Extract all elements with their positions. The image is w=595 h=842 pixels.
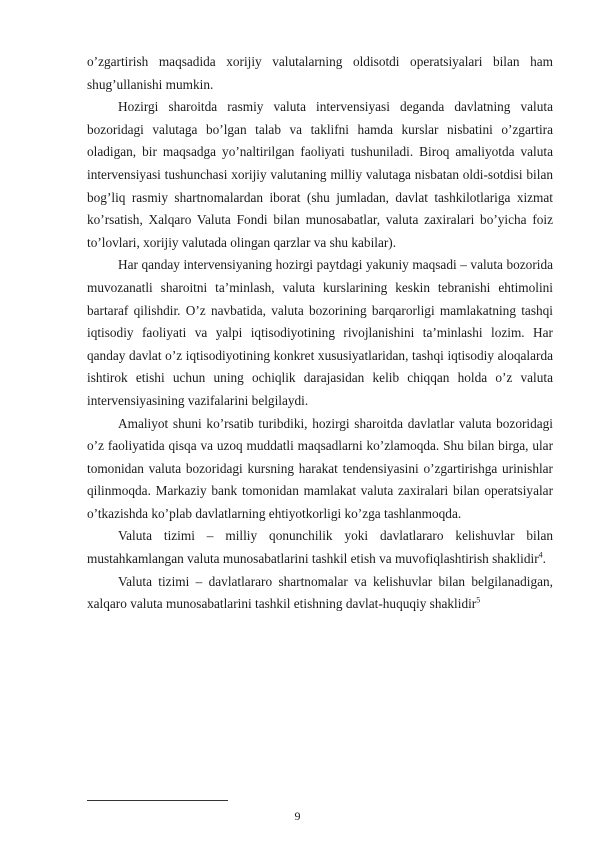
body-text [87, 51, 553, 616]
paragraph-text: Valuta tizimi – milliy qonunchilik yoki davlatlararo kelishuvlar bilan mustahkamlangan valuta munosabatlarini tashkil etish va muvofiqlashtirish shaklidir [87, 528, 553, 567]
footnote-separator [87, 800, 228, 801]
footnote-reference[interactable]: 4 [538, 550, 543, 560]
paragraph: o’zgartirish maqsadida xorijiy valutalarning oldisotdi operatsiyalari bilan ham shug’ullanishi mumkin. [87, 54, 553, 92]
page-number: 9 [294, 809, 301, 823]
paragraph-with-footnote [87, 571, 553, 616]
footnote-reference[interactable]: 5 [476, 595, 481, 605]
paragraph: Amaliyot shuni ko’rsatib turibdiki, hozirgi sharoitda davlatlar valuta bozoridagi o’z faoliyatida qisqa va uzoq muddatli maqsadlarni ko’zlamoqda. Shu bilan birga, ular tomonidan valuta bozoridagi kursning harakat tendensiyasini o’zgartirishga urinishlar qilinmoqda. Markaziy bank tomonidan mamlakat valuta zaxiralari bilan operatsiyalar o’tkazishda ko’plab davlatlarning ehtiyotkorligi ko’zga tashlanmoqda. [87, 415, 553, 521]
paragraph-text: Valuta tizimi – davlatlararo shartnomalar va kelishuvlar bilan belgilanadigan, xalqaro valuta munosabatlarini tashkil etishning davlat-huquqiy shaklidir [87, 573, 553, 612]
paragraph: Har qanday intervensiyaning hozirgi paytdagi yakuniy maqsadi – valuta bozorida muvozanatli sharoitni ta’minlash, valuta kurslarining keskin tebranishi ehtimolini bartaraf qilishdir. O’z navbatida, valuta bozorining barqarorligi mamlakatning tashqi iqtisodiy faoliyati va yalpi iqtisodiyotining rivojlanishini ta’minlashi lozim. Har qanday davlat o’z iqtisodiyotining konkret xususiyatlaridan, tashqi iqtisodiy aloqalarda ishtirok etishi uchun uning ochiqlik darajasidan kelib chiqqan holda o’z valuta intervensiyasining vazifalarini belgilaydi. [87, 257, 553, 408]
paragraph-end-punct: . [542, 551, 546, 567]
paragraph-with-footnote [87, 525, 553, 570]
paragraph: Hozirgi sharoitda rasmiy valuta intervensiyasi deganda davlatning valuta bozoridagi valutaga bo’lgan talab va taklifni hamda kurslar nisbatini o’zgartira oladigan, bir maqsadga yo’naltirilgan faoliyati tushuniladi. Biroq amaliyotda valuta intervensiyasi tushunchasi xorijiy valutaning milliy valutaga nisbatan oldi-sotdisi bilan bog’liq rasmiy shartnomalardan iborat (shu jumladan, davlat tashkilotlariga xizmat ko’rsatish, Xalqaro Valuta Fondi bilan munosabatlar, valuta zaxiralari bo’yicha foiz to’lovlari, xorijiy valutada olingan qarzlar va shu kabilar). [87, 99, 553, 250]
